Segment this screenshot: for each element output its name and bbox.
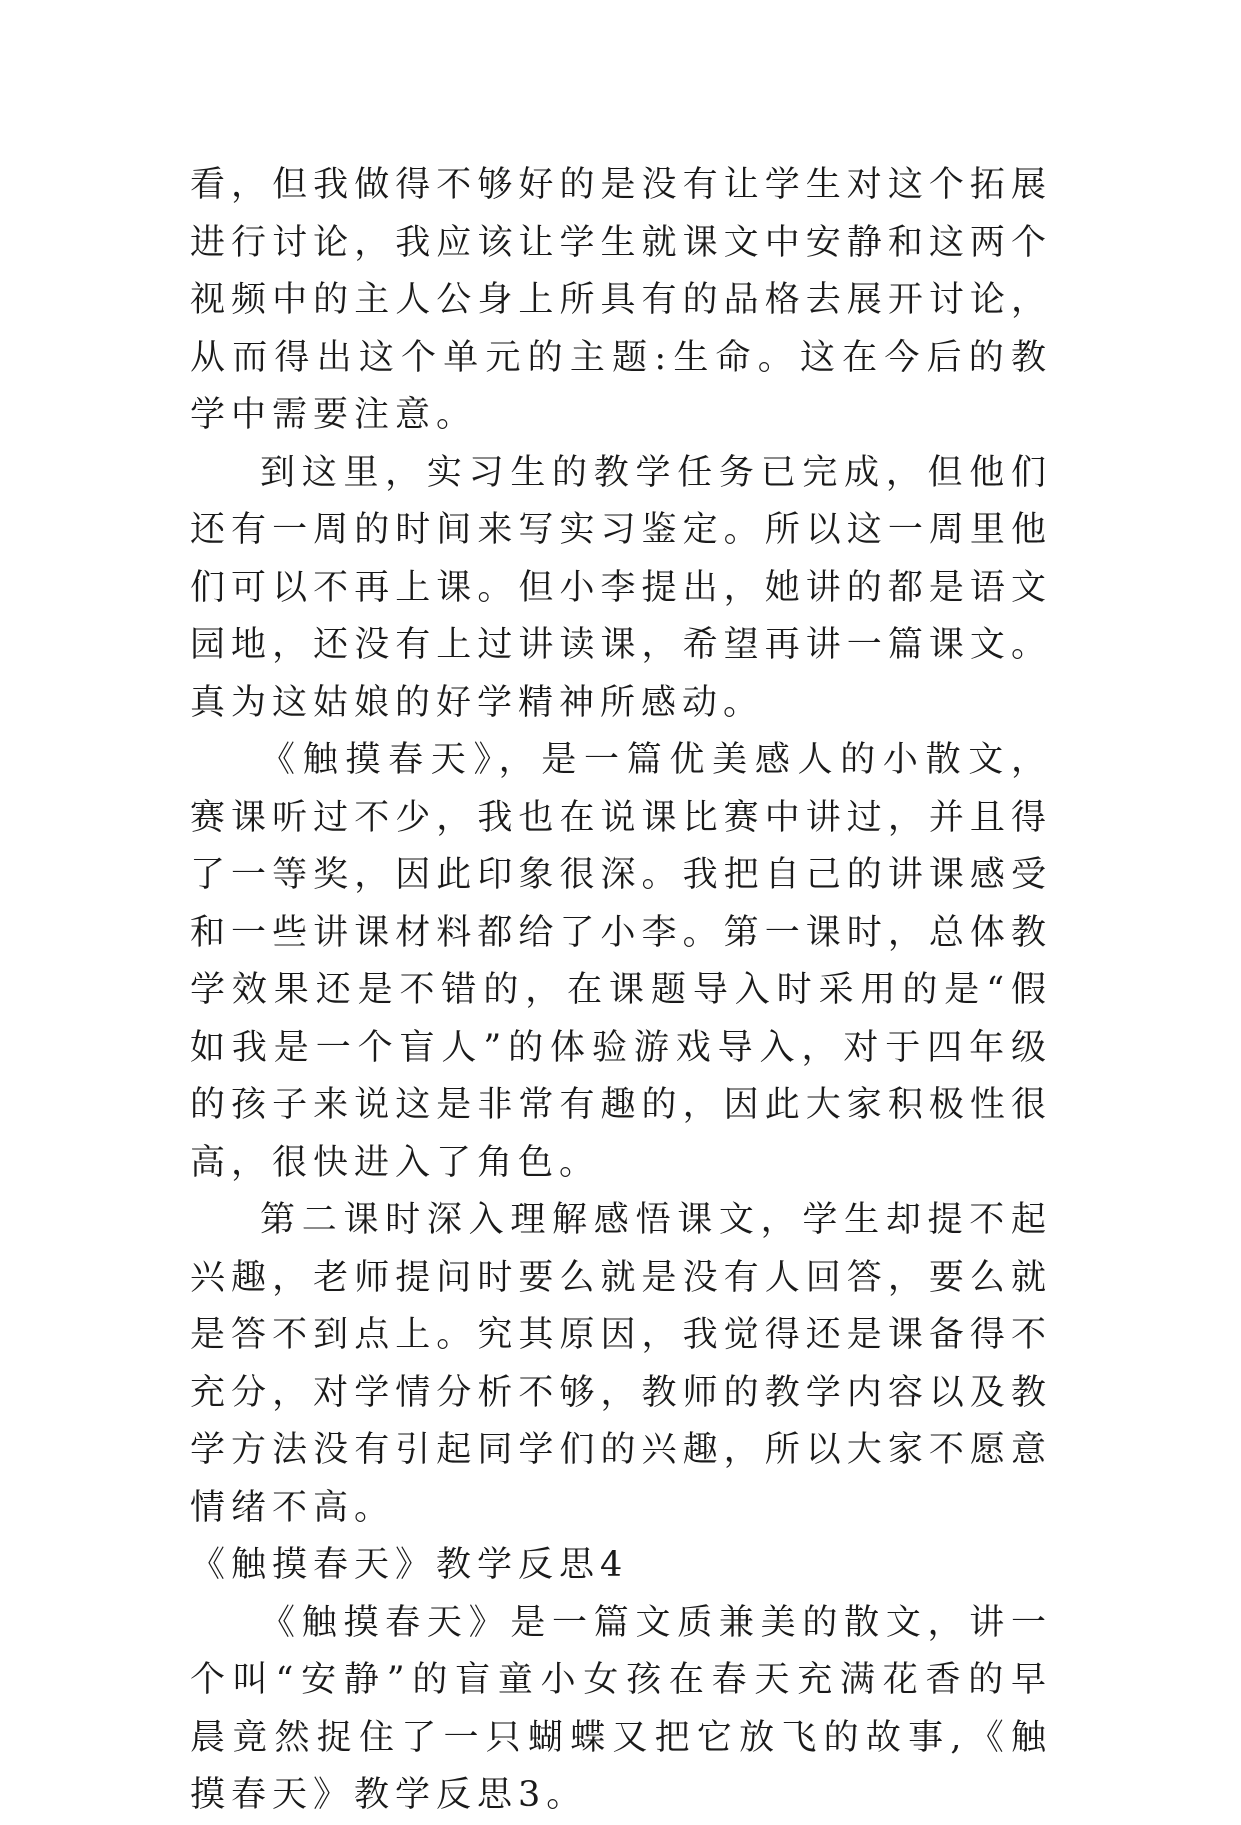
paragraph-second-lesson: 第二课时深入理解感悟课文，学生却提不起兴趣，老师提问时要么就是没有人回答，要么就是答不到点上。究其原因，我觉得还是课备得不充分，对学情分析不够，教师的教学内容以及教学方法没有引起同学们的兴趣，所以大家不愿意情绪不高。 <box>190 1200 1052 1528</box>
document-body <box>190 157 1052 1825</box>
paragraph-lesson-intro: 《触摸春天》，是一篇优美感人的小散文，赛课听过不少，我也在说课比赛中讲过，并且得了一等奖，因此印象很深。我把自己的讲课感受和一些讲课材料都给了小李。第一课时，总体教学效果还是不错的，在课题导入时采用的是“假如我是一个盲人”的体验游戏导入，对于四年级的孩子来说这是非常有趣的，因此大家积极性很高，很快进入了角色。 <box>190 740 1052 1183</box>
paragraph-internship: 到这里，实习生的教学任务已完成，但他们还有一周的时间来写实习鉴定。所以这一周里他们可以不再上课。但小李提出，她讲的都是语文园地，还没有上过讲读课，希望再讲一篇课文。真为这姑娘的好学精神所感动。 <box>190 452 1052 723</box>
section-heading: 《触摸春天》教学反思4 <box>190 1545 629 1585</box>
paragraph-essay-summary: 《触摸春天》是一篇文质兼美的散文，讲一个叫“安静”的盲童小女孩在春天充满花香的早晨竟然捉住了一只蝴蝶又把它放飞的故事,《触摸春天》教学反思3。 <box>190 1602 1052 1815</box>
paragraph-continuation: 看，但我做得不够好的是没有让学生对这个拓展进行讨论，我应该让学生就课文中安静和这两个视频中的主人公身上所具有的品格去展开讨论，从而得出这个单元的主题:生命。这在今后的教学中需要注意。 <box>190 165 1052 435</box>
